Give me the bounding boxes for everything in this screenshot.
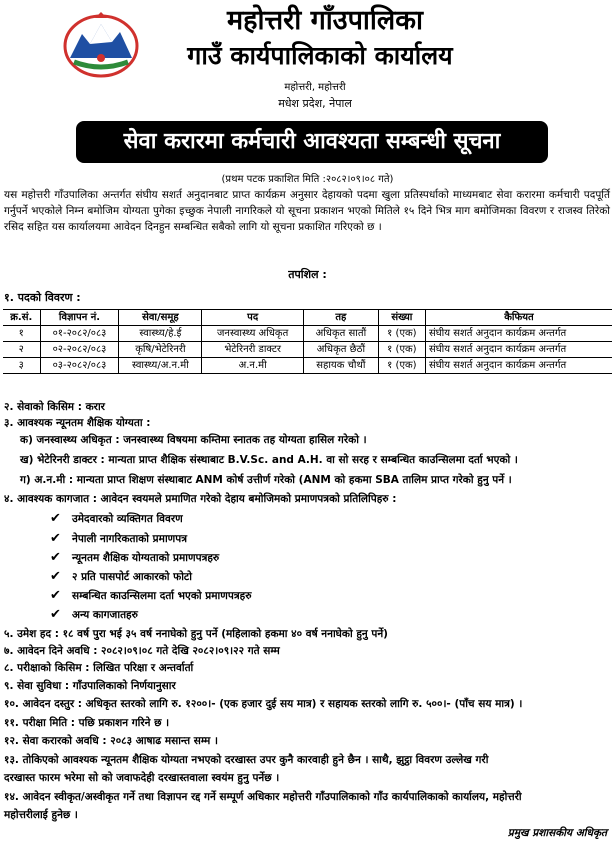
cell-ad-number: ०३-२०८२/०८३ bbox=[40, 358, 119, 374]
checkmark-icon: ✔ bbox=[50, 511, 61, 526]
section-13-line-1: १३. तोकिएको आवश्यक न्यूनतम शैक्षिक योग्यता नभएको दरखास्त उपर कुनै कारवाही हुने छैन । साथै, झुट्ठा विवरण उल्लेख गरी bbox=[4, 754, 489, 766]
section-7-application-period: ७. आवेदन दिने अवधि : २०८२।०९।०८ गते देखि २०८२।०९।२२ गते सम्म bbox=[4, 645, 280, 657]
qualification-veterinary: ख) भेटेरिनरी डाक्टर : मान्यता प्राप्त शैक्षिक संस्थाबाट B.V.Sc. and A.H. वा सो सरह र सम्बन्धित काउन्सिलमा दर्ता भएको । bbox=[20, 454, 518, 466]
section-12-contract-period: १२. सेवा करारको अवधि : २०८३ आषाढ मसान्त सम्म । bbox=[4, 735, 218, 747]
col-remarks: कैफियत bbox=[426, 310, 613, 326]
section-4-documents-title: ४. आवश्यक कागजात : आवेदन स्वयमले प्रमाणित गरेको देहाय बमोजिमको प्रमाणपत्रको प्रतिलिपिहरु : bbox=[4, 493, 397, 505]
signature-title: प्रमुख प्रशासकीय अधिकृत bbox=[507, 827, 607, 839]
cell-serial: १ bbox=[3, 326, 40, 342]
cell-level: सहायक चौथौं bbox=[304, 358, 379, 374]
qualification-anm: ग) अ.न.मी : मान्यता प्राप्त शिक्षण संस्थाबाट ANM कोर्ष उत्तीर्ण गरेको (ANM को हकमा SBA तालिम प्राप्त गरेको हुनु पर्ने । bbox=[20, 474, 512, 486]
section-1-title: १. पदको विवरण : bbox=[4, 291, 81, 304]
section-10-application-fee: १०. आवेदन दस्तुर : अधिकृत स्तरको लागि रु. १२००।- (एक हजार दुई सय मात्र) र सहायक स्तरको लागि रु. ५००।- (पाँच सय मात्र) । bbox=[4, 698, 523, 710]
col-serial: क्र.सं. bbox=[3, 310, 40, 326]
table-row bbox=[3, 358, 612, 374]
organization-name: महोत्तरी गाँउपालिका bbox=[227, 5, 423, 36]
cell-serial: ३ bbox=[3, 358, 40, 374]
details-heading: तपशिल : bbox=[288, 268, 327, 281]
section-14-line-1: १४. आवेदन स्वीकृत/अस्वीकृत गर्ने तथा विज्ञापन रद्द गर्ने सम्पूर्ण अधिकार महोत्तरी गाँउपालिकाको गाँउ कार्यपालिकाको कार्यालय, महोत्तरी bbox=[4, 791, 522, 803]
col-level: तह bbox=[304, 310, 379, 326]
intro-paragraph: यस महोत्तरी गाँउपालिका अन्तर्गत संघीय सशर्त अनुदानबाट प्राप्त कार्यक्रम अनुसार देहायको पदमा खुला प्रतिस्पर्धाको माध्यमबाट सेवा करारमा कर्मचारी पदपूर्ति गर्नुपर्ने भएकोले निम्न बमोजिम योग्यता पुगेका इच्छुक नेपाली नागरिकले यो सूचना प्रकाशन भएको मितिले १५ दिने भित्र माग बमोजिमका विवरण र राजस्व तिरेको रसिद सहित यस कार्यालयमा आवेदन दिनहुन सम्बन्धित सबैको लागि यो सूचना प्रकाशित गरिएको छ । bbox=[4, 189, 610, 233]
section-14-line-2: महोत्तरीलाई हुनेछ । bbox=[4, 809, 78, 821]
cell-post: भेटेरिनरी डाक्टर bbox=[202, 342, 304, 358]
notice-title-banner: सेवा करारमा कर्मचारी आवश्यता सम्बन्धी सूचना bbox=[76, 121, 548, 163]
list-item: ✔ नेपाली नागरिकताको प्रमाणपत्र bbox=[50, 531, 188, 546]
checkmark-icon: ✔ bbox=[50, 531, 61, 546]
cell-ad-number: ०२-२०८२/०८३ bbox=[40, 342, 119, 358]
cell-ad-number: ०१-२०८२/०८३ bbox=[40, 326, 119, 342]
section-9-facilities: ९. सेवा सुविधा : गाँउपालिकाको निर्णयानुसार bbox=[4, 680, 176, 692]
cell-remarks: संघीय सशर्त अनुदान कार्यक्रम अन्तर्गत bbox=[426, 342, 613, 358]
col-ad-number: विज्ञापन नं. bbox=[40, 310, 119, 326]
cell-level: अधिकृत छैठौं bbox=[304, 342, 379, 358]
cell-remarks: संघीय सशर्त अनुदान कार्यक्रम अन्तर्गत bbox=[426, 358, 613, 374]
section-13-line-2: दरखास्त फारम भरेमा सो को जवाफदेही दरखास्तवाला स्वयंम हुनु पर्नेछ । bbox=[4, 772, 280, 784]
vacancy-table bbox=[3, 309, 612, 374]
section-5-age-limit: ५. उमेश हद : १८ वर्ष पुरा भई ३५ वर्ष ननाघेको हुनु पर्ने (महिलाको हकमा ४० वर्ष ननाघेको हुनु पर्ने) bbox=[4, 628, 388, 640]
cell-level: अधिकृत सातौं bbox=[304, 326, 379, 342]
cell-service-group: स्वास्थ्य/अ.न.मी bbox=[119, 358, 202, 374]
checkmark-icon: ✔ bbox=[50, 607, 61, 622]
list-item: ✔ उमेदवारको व्यक्तिगत विवरण bbox=[50, 511, 183, 526]
section-11-exam-date: ११. परीक्षा मिति : पछि प्रकाशन गरिने छ । bbox=[4, 717, 170, 729]
cell-post: जनस्वास्थ्य अधिकृत bbox=[202, 326, 304, 342]
col-service-group: सेवा/समूह bbox=[119, 310, 202, 326]
cell-count: १ (एक) bbox=[378, 358, 425, 374]
checkmark-icon: ✔ bbox=[50, 588, 61, 603]
cell-serial: २ bbox=[3, 342, 40, 358]
table-row bbox=[3, 342, 612, 358]
letterhead bbox=[0, 0, 615, 112]
address-line-1: महोत्तरी, महोत्तरी bbox=[284, 82, 346, 93]
section-3-title: ३. आवश्यक न्यूनतम शैक्षिक योग्यता : bbox=[4, 417, 151, 429]
col-count: संख्या bbox=[378, 310, 425, 326]
address-line-2: मधेश प्रदेश, नेपाल bbox=[278, 97, 352, 110]
cell-remarks: संघीय सशर्त अनुदान कार्यक्रम अन्तर्गत bbox=[426, 326, 613, 342]
publish-date: (प्रथम पटक प्रकाशित मिति :२०८२।०९।०८ गते) bbox=[221, 174, 394, 185]
cell-count: १ (एक) bbox=[378, 342, 425, 358]
table-row bbox=[3, 326, 612, 342]
office-name: गाउँ कार्यपालिकाको कार्यालय bbox=[187, 41, 453, 70]
section-2-service-type: २. सेवाको किसिम : करार bbox=[4, 401, 105, 413]
cell-service-group: कृषि/भेटेरिनरी bbox=[119, 342, 202, 358]
col-post: पद bbox=[202, 310, 304, 326]
cell-count: १ (एक) bbox=[378, 326, 425, 342]
checkmark-icon: ✔ bbox=[50, 550, 61, 565]
qualification-public-health: क) जनस्वास्थ्य अधिकृत : जनस्वास्थ्य विषयमा कम्तिमा स्नातक तह योग्यता हासिल गरेको । bbox=[20, 434, 367, 446]
section-8-exam-type: ८. परीक्षाको किसिम : लिखित परिक्षा र अन्तर्वार्ता bbox=[4, 662, 194, 674]
list-item: ✔ न्यूनतम शैक्षिक योग्यताको प्रमाणपत्रहरु bbox=[50, 550, 220, 565]
cell-service-group: स्वास्थ्य/हे.ई bbox=[119, 326, 202, 342]
cell-post: अ.न.मी bbox=[202, 358, 304, 374]
list-item: ✔ २ प्रति पासपोर्ट आकारको फोटो bbox=[50, 569, 192, 584]
list-item: ✔ सम्बन्धित काउन्सिलमा दर्ता भएको प्रमाणपत्रहरु bbox=[50, 588, 252, 603]
nepal-government-emblem-icon bbox=[60, 10, 142, 80]
list-item: ✔ अन्य कागजातहरु bbox=[50, 607, 138, 622]
table-header-row bbox=[3, 310, 612, 326]
checkmark-icon: ✔ bbox=[50, 569, 61, 584]
